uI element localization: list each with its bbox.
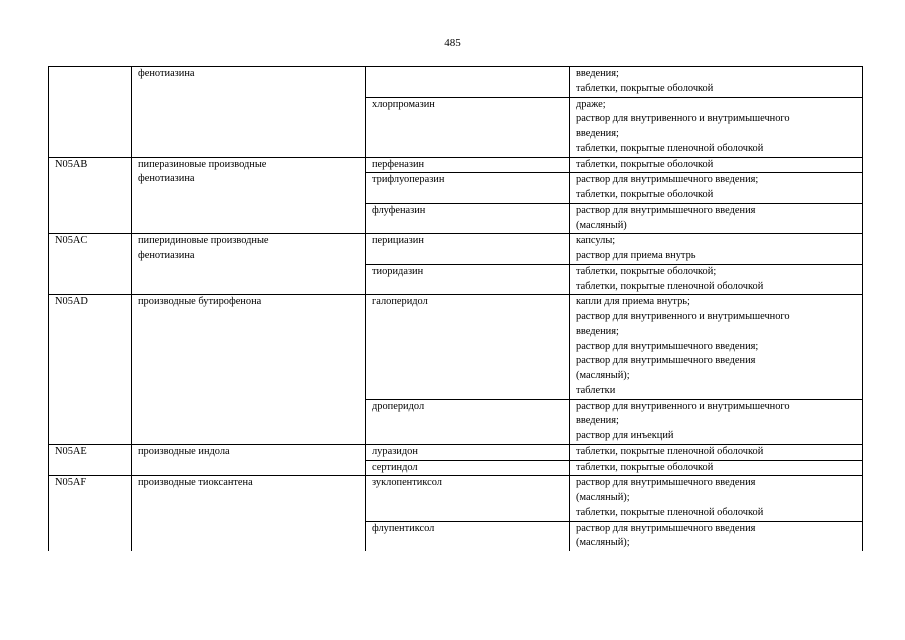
table-row (49, 234, 863, 265)
dosage-form-line: раствор для внутримышечного введения (576, 204, 756, 216)
group-name-cell (132, 476, 366, 551)
drug-name-cell (366, 476, 570, 521)
table-row (49, 476, 863, 521)
dosage-form-line: введения; (576, 68, 619, 79)
dosage-form-line: (масляный); (576, 492, 630, 503)
dosage-form-cell (570, 203, 863, 234)
dosage-form-line: раствор для внутривенного и внутримышечного (576, 113, 790, 125)
group-name-line: фенотиазина (138, 250, 195, 261)
table-row (49, 295, 863, 399)
group-name-line: пиперидиновые производные (138, 235, 269, 247)
group-name-line: пиперазиновые производные (138, 158, 267, 170)
drug-name: флупентиксол (372, 522, 435, 534)
atc-code-cell (49, 295, 132, 445)
drug-name-cell (366, 67, 570, 98)
dosage-form-line: таблетки, покрытые пленочной оболочкой (576, 142, 764, 154)
table-row (49, 67, 863, 98)
group-name-cell (132, 234, 366, 295)
group-name-line: производные бутирофенона (138, 296, 262, 308)
dosage-form-line: таблетки, покрытые оболочкой; (576, 265, 717, 277)
drug-name: хлорпромазин (372, 98, 435, 110)
atc-code-cell (49, 444, 132, 476)
drug-name: дроперидол (372, 400, 425, 412)
drug-name-cell (366, 97, 570, 157)
drug-name: перфеназин (372, 158, 425, 170)
dosage-form-line: капли для приема внутрь; (576, 296, 690, 308)
dosage-form-line: введения; (576, 415, 619, 427)
drug-name: флуфеназин (372, 204, 426, 216)
dosage-form-line: введения; (576, 128, 619, 139)
dosage-form-line: раствор для внутримышечного введения; (576, 174, 759, 186)
dosage-form-cell (570, 295, 863, 399)
dosage-form-line: таблетки, покрытые оболочкой (576, 82, 714, 94)
dosage-form-cell (570, 521, 863, 551)
drug-name: перициазин (372, 235, 424, 247)
dosage-form-line: (масляный); (576, 537, 630, 549)
group-name-cell (132, 157, 366, 234)
group-name-cell (132, 295, 366, 445)
atc-code-cell (49, 234, 132, 295)
dosage-form-line: раствор для внутримышечного введения (576, 355, 756, 367)
dosage-form-line: раствор для внутримышечного введения (576, 522, 756, 534)
atc-code: N05AF (55, 477, 87, 489)
drug-name-cell (366, 203, 570, 234)
dosage-form-line: (масляный) (576, 219, 627, 231)
dosage-form-cell (570, 157, 863, 173)
atc-code: N05AD (55, 296, 88, 308)
dosage-form-cell (570, 399, 863, 444)
table-row (49, 444, 863, 460)
table-row (49, 157, 863, 173)
atc-code-cell (49, 67, 132, 158)
dosage-form-line: раствор для приема внутрь (576, 250, 696, 261)
atc-code-cell (49, 476, 132, 551)
dosage-form-cell (570, 67, 863, 98)
dosage-form-line: раствор для внутривенного и внутримышечного (576, 400, 790, 412)
drug-name: луразидон (372, 445, 418, 457)
atc-code-cell (49, 157, 132, 234)
group-name-line: фенотиазина (138, 68, 195, 79)
atc-code: N05AC (55, 235, 88, 247)
dosage-form-line: драже; (576, 98, 606, 110)
dosage-form-line: таблетки, покрытые пленочной оболочкой (576, 506, 764, 518)
drug-name-cell (366, 157, 570, 173)
dosage-form-line: раствор для инъекций (576, 430, 674, 441)
table-body (49, 67, 863, 552)
drug-table (48, 66, 863, 551)
drug-name-cell (366, 444, 570, 460)
dosage-form-cell (570, 173, 863, 204)
group-name-cell (132, 67, 366, 158)
drug-name: трифлуоперазин (372, 174, 445, 186)
atc-code: N05AB (55, 158, 88, 170)
dosage-form-line: таблетки, покрытые оболочкой (576, 189, 714, 200)
page-number: 485 (444, 37, 461, 49)
group-name-line: фенотиазина (138, 173, 195, 185)
dosage-form-line: капсулы; (576, 235, 616, 247)
drug-name: галоперидол (372, 296, 428, 308)
dosage-form-line: таблетки, покрытые пленочной оболочкой (576, 280, 764, 292)
dosage-form-line: введения; (576, 325, 619, 337)
drug-name-cell (366, 521, 570, 551)
dosage-form-line: раствор для внутримышечного введения (576, 477, 756, 489)
drug-name-cell (366, 460, 570, 476)
dosage-form-cell (570, 476, 863, 521)
drug-name-cell (366, 264, 570, 295)
dosage-form-line: таблетки, покрытые оболочкой (576, 461, 714, 473)
drug-name-cell (366, 295, 570, 399)
group-name-line: производные индола (138, 445, 230, 457)
dosage-form-line: таблетки, покрытые пленочной оболочкой (576, 445, 764, 457)
dosage-form-cell (570, 460, 863, 476)
group-name-cell (132, 444, 366, 476)
drug-name: сертиндол (372, 461, 418, 473)
dosage-form-cell (570, 97, 863, 157)
drug-name-cell (366, 399, 570, 444)
dosage-form-cell (570, 264, 863, 295)
dosage-form-cell (570, 444, 863, 460)
group-name-line: производные тиоксантена (138, 477, 253, 489)
dosage-form-cell (570, 234, 863, 265)
atc-code: N05AE (55, 445, 87, 457)
dosage-form-line: таблетки, покрытые оболочкой (576, 158, 714, 170)
drug-name: зуклопентиксол (372, 477, 442, 489)
dosage-form-line: раствор для внутривенного и внутримышечного (576, 311, 790, 322)
drug-name-cell (366, 234, 570, 265)
dosage-form-line: раствор для внутримышечного введения; (576, 340, 759, 352)
dosage-form-line: таблетки (576, 384, 616, 396)
drug-name: тиоридазин (372, 265, 424, 277)
dosage-form-line: (масляный); (576, 370, 630, 381)
drug-name-cell (366, 173, 570, 204)
